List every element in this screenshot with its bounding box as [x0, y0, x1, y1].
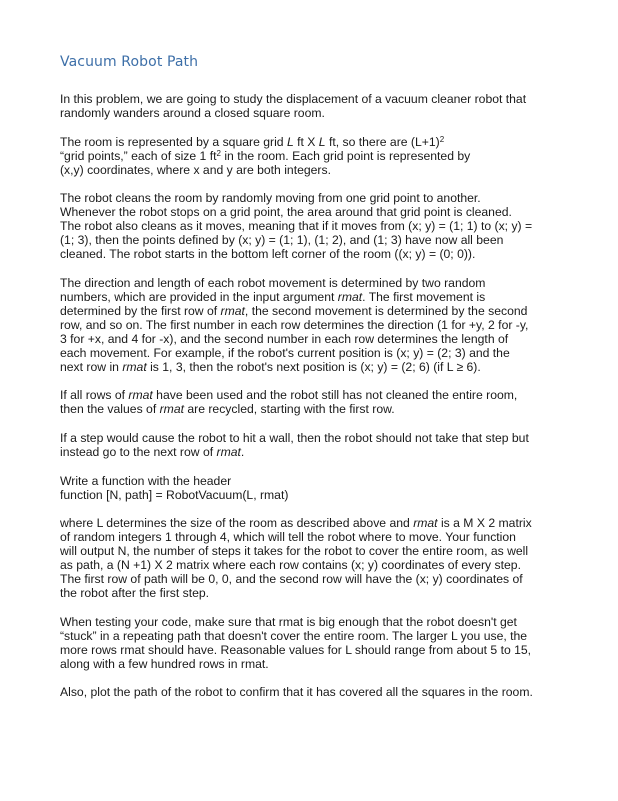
text-run: Write a function with the header — [60, 473, 232, 488]
paragraph — [60, 388, 572, 416]
text-line — [60, 657, 572, 671]
paragraph — [60, 474, 572, 502]
text-run: in the room. Each grid point is represented by — [220, 148, 471, 163]
text-line — [60, 332, 572, 346]
text-line — [60, 106, 572, 120]
text-line — [60, 516, 572, 530]
text-run: instead go to the next row of — [60, 444, 217, 459]
paragraph — [60, 685, 572, 699]
text-run: function [N, path] = RobotVacuum(L, rmat) — [60, 487, 289, 502]
text-run: The room is represented by a square grid — [60, 134, 287, 149]
text-run: next row in — [60, 359, 123, 374]
text-run: . The first movement is — [362, 289, 486, 304]
text-line — [60, 474, 572, 488]
text-run: The first row of path will be 0, 0, and the second row will have the (x; y) coordinates of — [60, 572, 523, 587]
italic-term: rmat — [413, 516, 438, 531]
text-line — [60, 346, 572, 360]
text-run: have been used and the robot still has not cleaned the entire room, — [152, 388, 518, 403]
text-line — [60, 205, 572, 219]
text-line — [60, 247, 572, 261]
text-line — [60, 163, 572, 177]
text-line — [60, 233, 572, 247]
text-line — [60, 304, 572, 318]
text-run: where L determines the size of the room as described above and — [60, 516, 414, 531]
text-run: cleaned. The robot starts in the bottom left corner of the room ((x; y) = (0; 0)). — [60, 247, 476, 262]
paragraph — [60, 431, 572, 459]
text-line — [60, 191, 572, 205]
text-line — [60, 558, 572, 572]
text-run: 3 for +x, and 4 for -x), and the second number in each row determines the length of — [60, 331, 509, 346]
text-run: along with a few hundred rows in rmat. — [60, 656, 269, 671]
italic-term: rmat — [159, 402, 184, 417]
text-line — [60, 488, 572, 502]
text-run: Whenever the robot stops on a grid point, the area around that grid point is cleaned. — [60, 205, 512, 220]
text-run: more rows rmat should have. Reasonable values for L should range from about 5 to 15, — [60, 642, 532, 657]
text-line — [60, 290, 572, 304]
paragraph — [60, 615, 572, 671]
italic-term: rmat — [216, 444, 241, 459]
text-run: When testing your code, make sure that rmat is big enough that the robot doesn't get — [60, 614, 517, 629]
text-line — [60, 445, 572, 459]
italic-term: rmat — [220, 303, 245, 318]
text-line — [60, 530, 572, 544]
text-run: numbers, which are provided in the input argument — [60, 289, 338, 304]
text-run: each movement. For example, if the robot's current position is (x; y) = (2; 3) and the — [60, 345, 510, 360]
italic-term: L — [286, 134, 294, 149]
text-run: (1; 3), then the points defined by (x; y) = (1; 1), (1; 2), and (1; 3) have now all been — [60, 233, 504, 248]
text-run: “grid points,” each of size 1 ft — [60, 148, 217, 163]
paragraph — [60, 92, 572, 120]
text-run: “stuck” in a repeating path that doesn't cover the entire room. The larger L you use, the — [60, 628, 528, 643]
text-line — [60, 360, 572, 374]
text-run: is a M X 2 matrix — [437, 516, 532, 531]
text-run: are recycled, starting with the first row. — [183, 402, 395, 417]
text-run: , the second movement is determined by the second — [244, 303, 528, 318]
italic-term: rmat — [337, 289, 363, 304]
italic-term: rmat — [122, 359, 147, 374]
text-line — [60, 318, 572, 332]
text-line — [60, 388, 572, 402]
italic-term: rmat — [128, 388, 153, 403]
page-title: Vacuum Robot Path — [60, 54, 199, 70]
text-run: will output N, the number of steps it takes for the robot to cover the entire room, as well — [60, 544, 529, 559]
text-line — [60, 643, 572, 657]
text-line — [60, 629, 572, 643]
text-line — [60, 615, 572, 629]
text-run: then the values of — [60, 402, 160, 417]
text-run: If a step would cause the robot to hit a wall, then the robot should not take that step but — [60, 430, 529, 445]
text-line — [60, 219, 572, 233]
text-run: as path, a (N +1) X 2 matrix where each row contains (x; y) coordinates of every step. — [60, 558, 521, 573]
text-run: of random integers 1 through 4, which will tell the robot where to move. Your function — [60, 530, 516, 545]
text-run: is 1, 3, then the robot's next position is (x; y) = (2; 6) (if L ≥ 6). — [146, 359, 481, 374]
superscript: 2 — [216, 148, 221, 158]
text-run: randomly wanders around a closed square room. — [60, 106, 325, 120]
text-line — [60, 402, 572, 416]
text-line — [60, 135, 572, 149]
superscript: 2 — [439, 134, 445, 144]
text-line — [60, 92, 572, 106]
text-line — [60, 149, 572, 163]
text-line — [60, 586, 572, 600]
text-run: ft, so there are (L+1) — [325, 134, 440, 149]
text-line — [60, 572, 572, 586]
text-run: the robot after the first step. — [60, 586, 210, 601]
text-run: Also, plot the path of the robot to confirm that it has covered all the squares in the room. — [60, 685, 533, 700]
text-run: (x,y) coordinates, where x and y are both integers. — [60, 162, 331, 177]
text-run: determined by the first row of — [60, 303, 221, 318]
text-line — [60, 544, 572, 558]
paragraph — [60, 191, 572, 261]
text-run: row, and so on. The first number in each row determines the direction (1 for +y, 2 for -y, — [60, 317, 529, 332]
paragraph — [60, 276, 572, 374]
text-line — [60, 276, 572, 290]
text-run: If all rows of — [60, 388, 129, 403]
italic-term: L — [318, 134, 326, 149]
text-line — [60, 685, 572, 699]
document-body — [60, 92, 572, 714]
paragraph — [60, 135, 572, 177]
text-line — [60, 431, 572, 445]
text-run: The direction and length of each robot movement is determined by two random — [60, 275, 486, 290]
text-run: In this problem, we are going to study the displacement of a vacuum cleaner robot that — [60, 92, 527, 106]
paragraph — [60, 516, 572, 600]
text-run: ft X — [293, 134, 319, 149]
text-run: . — [240, 444, 245, 459]
text-run: The robot also cleans as it moves, meaning that if it moves from (x; y) = (1; 1) to (x; y) = — [60, 219, 533, 234]
text-run: The robot cleans the room by randomly moving from one grid point to another. — [60, 191, 481, 206]
